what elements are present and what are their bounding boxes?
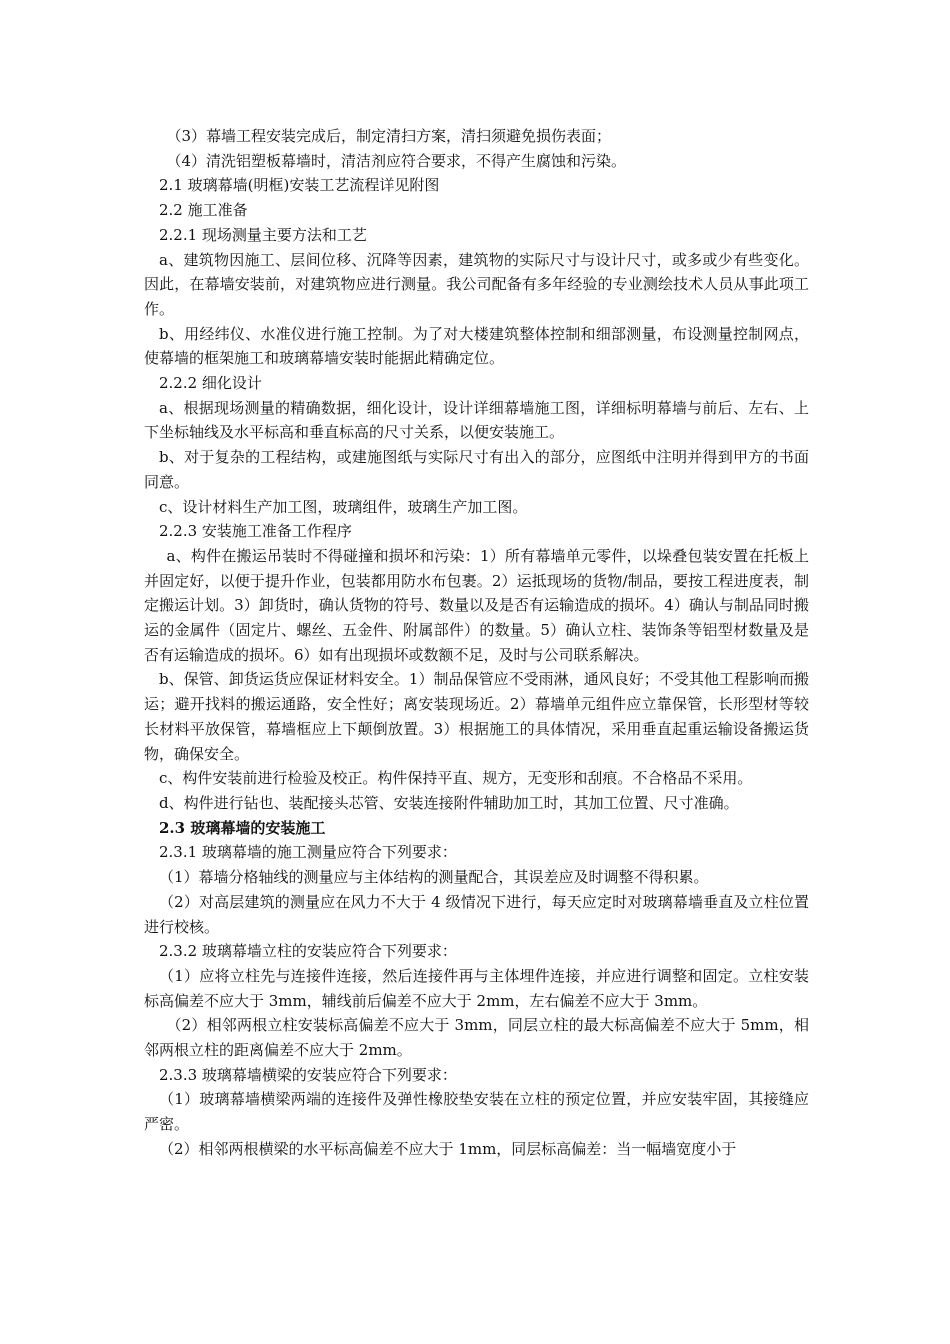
paragraph-2-3-1-2: （2）对高层建筑的测量应在风力不大于 4 级情况下进行，每天应定时对玻璃幕墙垂直及立柱位置进行校核。 [144,892,809,936]
paragraph-cleaning-plan: （3）幕墙工程安装完成后，制定清扫方案，清扫须避免损伤表面； [166,127,612,145]
heading-2-3-3: 2.3.3 玻璃幕墙横梁的安装应符合下列要求： [159,1065,457,1084]
paragraph-2-3-3-1: （1）玻璃幕墙横梁两端的连接件及弹性橡胶垫安装在立柱的预定位置，并应安装牢固，其接缝应严密。 [144,1090,809,1134]
paragraph-2-3-3-2: （2）相邻两根横梁的水平标高偏差不应大于 1mm，同层标高偏差：当一幅墙宽度小于 [159,1139,737,1158]
heading-2-3-2: 2.3.2 玻璃幕墙立柱的安装应符合下列要求： [159,942,457,961]
paragraph-2-2-3-b: b、保管、卸货运货应保证材料安全。1）制品保管应不受雨淋，通风良好；不受其他工程影响而搬运；避开找料的搬运通路，安全性好；离安装现场近。2）幕墙单元组件应立靠保管，长形型材等较长材料平放保管，幕墙框应上下颠倒放置。3）根据施工的具体情况，采用垂直起重运输设备搬运货物，确保安全。 [144,670,809,763]
paragraph-2-3-2-2: （2）相邻两根立柱安装标高偏差不应大于 3mm，同层立柱的最大标高偏差不应大于 5mm，相邻两根立柱的距离偏差不应大于 2mm。 [144,1016,809,1060]
paragraph-2-3-1-1: （1）幕墙分格轴线的测量应与主体结构的测量配合，其误差应及时调整不得积累。 [159,868,709,887]
paragraph-cleaning-agent: （4）清洗铝塑板幕墙时，清洁剂应符合要求，不得产生腐蚀和污染。 [166,151,627,170]
paragraph-2-2-3-c: c、构件安装前进行检验及校正。构件保持平直、规方，无变形和刮痕。不合格品不采用。 [159,769,753,788]
document-body [144,124,809,1162]
heading-2-2-2: 2.2.2 细化设计 [159,374,262,393]
paragraph-2-2-2-c: c、设计材料生产加工图，玻璃组件，玻璃生产加工图。 [159,497,528,516]
paragraph-2-2-1-a: a、建筑物因施工、层间位移、沉降等因素，建筑物的实际尺寸与设计尺寸，或多或少有些变化。因此，在幕墙安装前，对建筑物应进行测量。我公司配备有多年经验的专业测绘技术人员从事此项工作。 [144,250,809,318]
heading-2-2: 2.2 施工准备 [159,201,248,220]
heading-2-3-1: 2.3.1 玻璃幕墙的施工测量应符合下列要求： [159,843,457,862]
heading-2-1: 2.1 玻璃幕墙(明框)安装工艺流程详见附图 [159,176,440,195]
heading-2-3: 2.3 玻璃幕墙的安装施工 [159,818,326,837]
paragraph-2-2-1-b: b、用经纬仪、水准仪进行施工控制。为了对大楼建筑整体控制和细部测量，布设测量控制网点，使幕墙的框架施工和玻璃幕墙安装时能据此精确定位。 [144,324,809,368]
paragraph-2-3-2-1: （1）应将立柱先与连接件连接，然后连接件再与主体埋件连接，并应进行调整和固定。立柱安装标高偏差不应大于 3mm，辅线前后偏差不应大于 2mm，左右偏差不应大于 3mm。 [144,966,809,1010]
paragraph-2-2-2-b: b、对于复杂的工程结构，或建施图纸与实际尺寸有出入的部分，应图纸中注明并得到甲方的书面同意。 [144,448,809,491]
heading-2-2-1: 2.2.1 现场测量主要方法和工艺 [159,225,367,244]
paragraph-2-2-3-d: d、构件进行钻也、装配接头芯管、安装连接附件辅助加工时，其加工位置、尺寸准确。 [159,793,739,812]
paragraph-2-2-2-a: a、根据现场测量的精确数据，细化设计，设计详细幕墙施工图，详细标明幕墙与前后、左右、上下坐标轴线及水平标高和垂直标高的尺寸关系，以便安装施工。 [144,398,809,442]
heading-2-2-3: 2.2.3 安装施工准备工作程序 [159,522,352,541]
paragraph-2-2-3-a: a、构件在搬运吊装时不得碰撞和损坏和污染：1）所有幕墙单元零件，以垛叠包装安置在托板上并固定好，以便于提升作业，包装都用防水布包裹。2）运抵现场的货物/制品，要按工程进度表，制定搬运计划。3）卸货时，确认货物的符号、数量以及是否有运输造成的损坏。4）确认与制品同时搬运的金属件（固定片、螺丝、五金件、附属部件）的数量。5）确认立柱、装饰条等铝型材数量及是否有运输造成的损坏。6）如有出现损坏或数额不足，及时与公司联系解决。 [144,546,809,664]
